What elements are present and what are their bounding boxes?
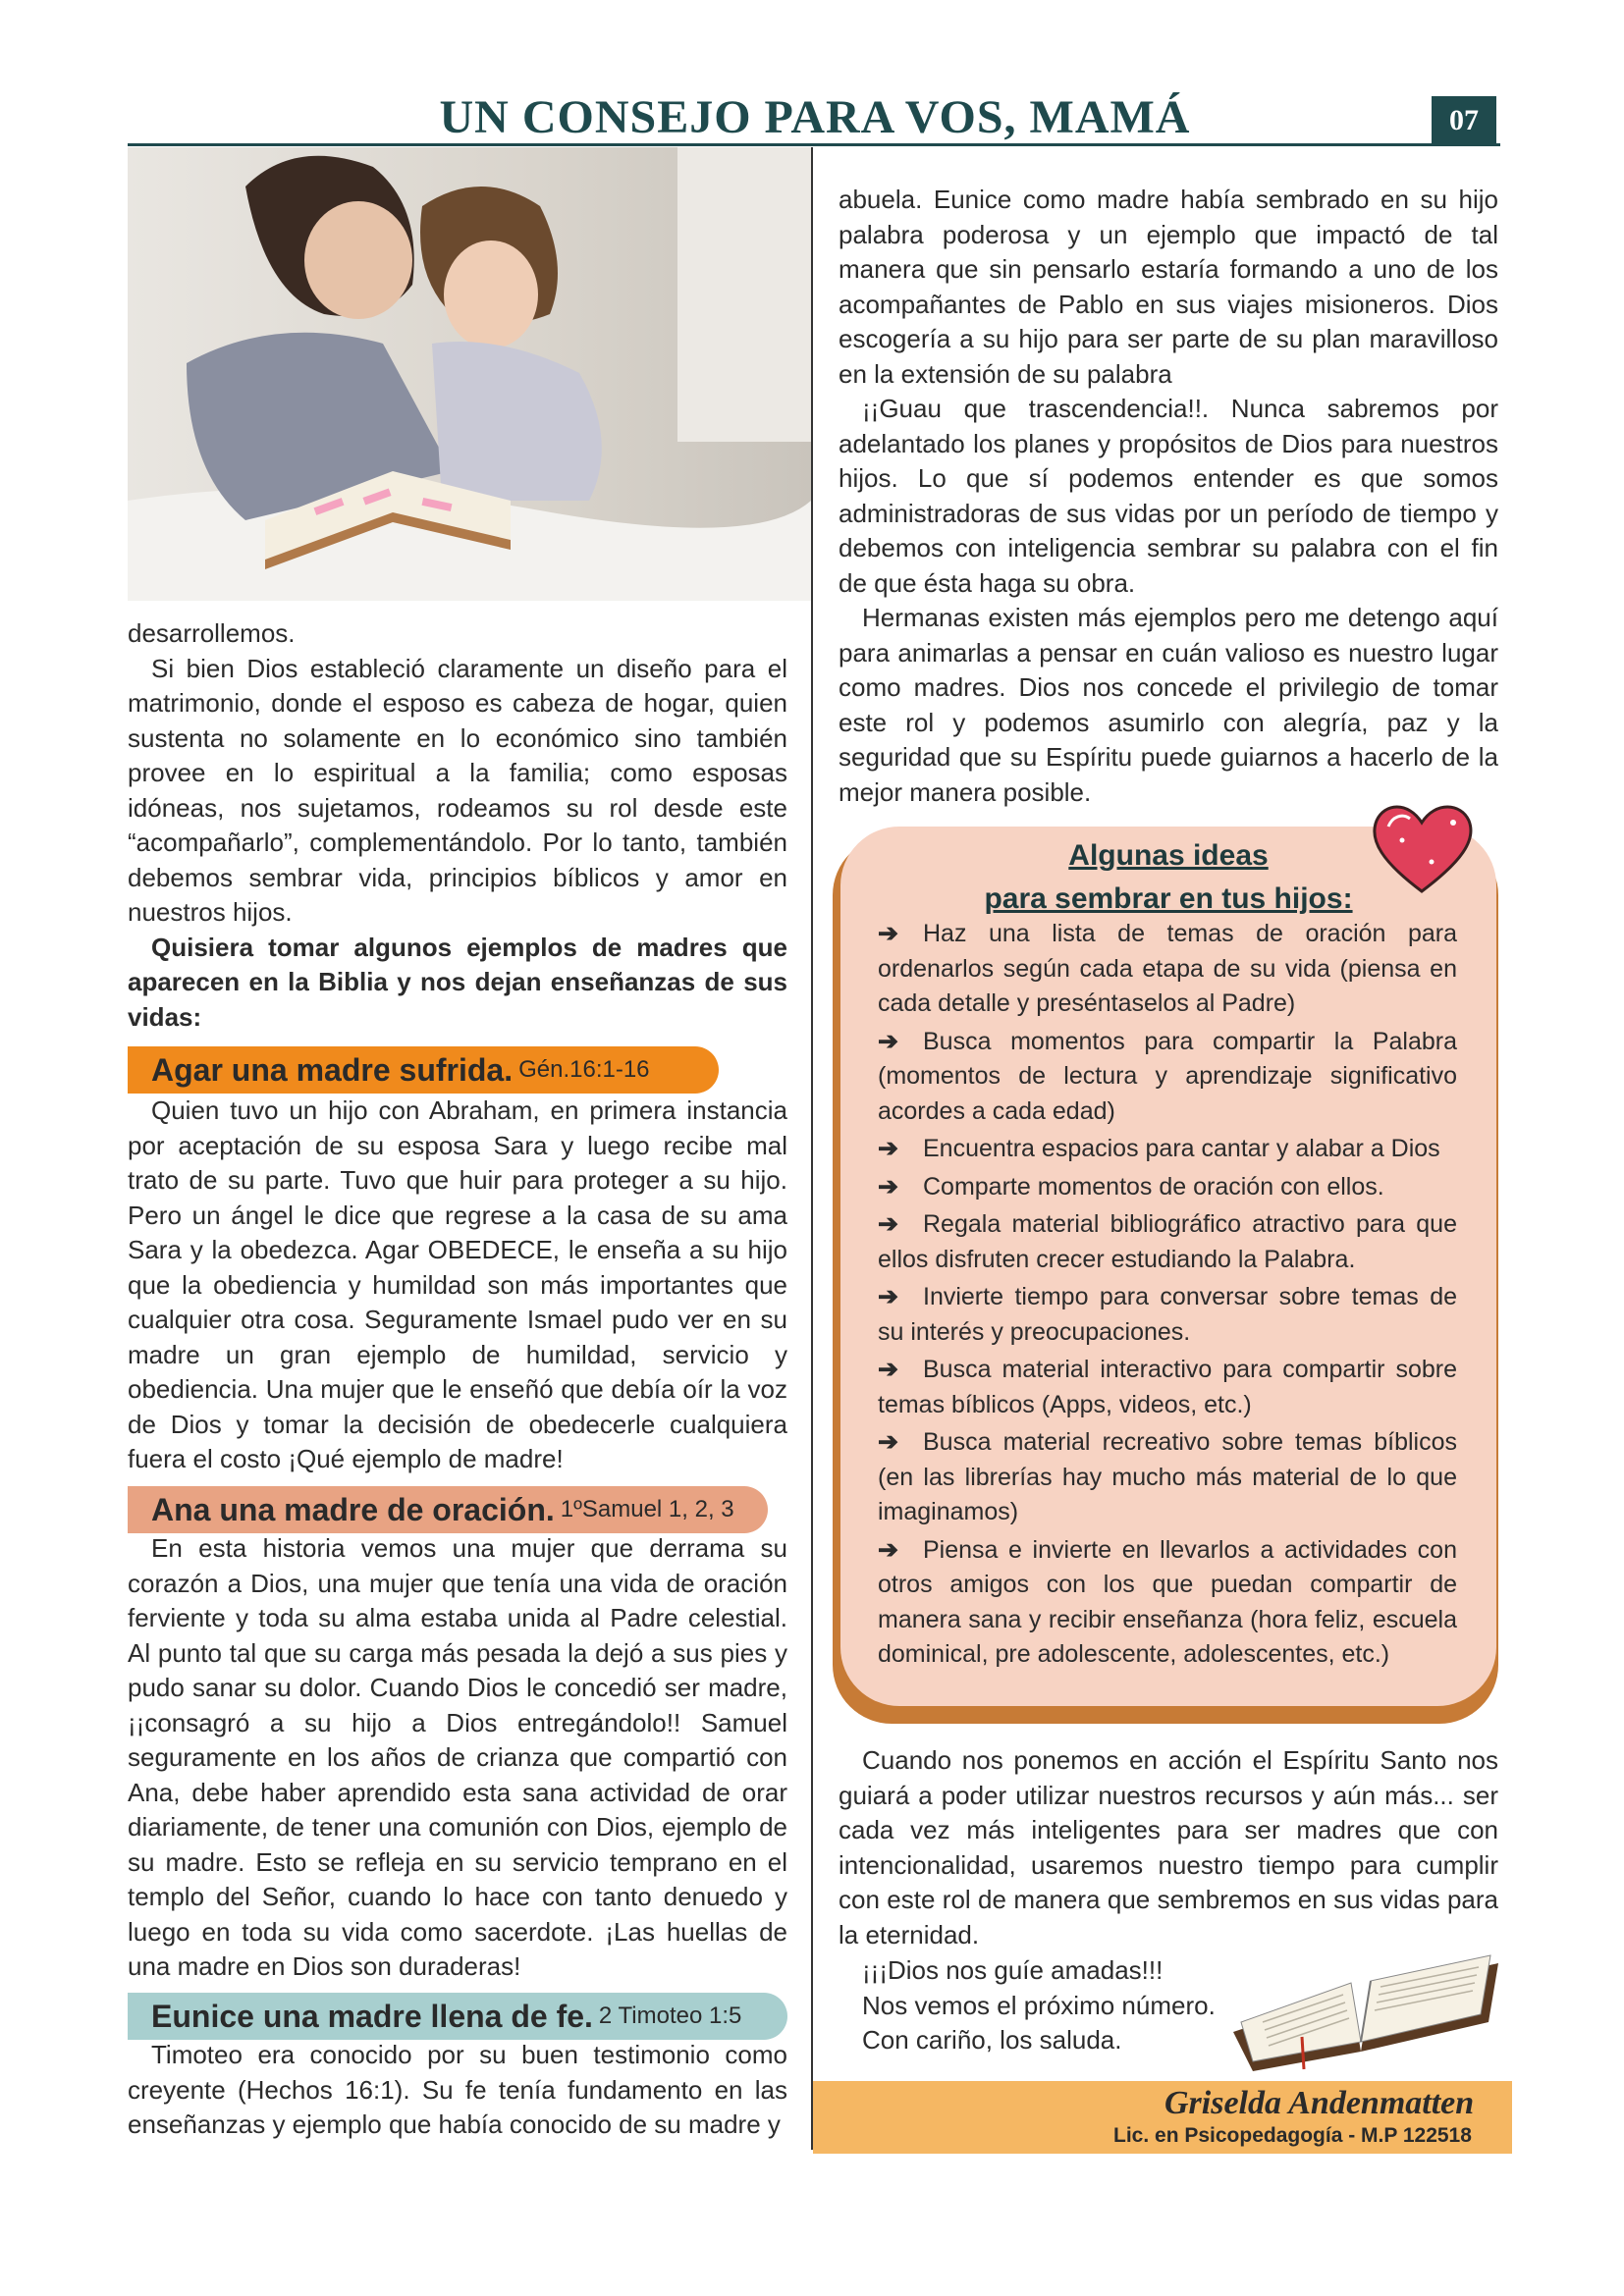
- arrow-icon: ➔: [878, 1428, 898, 1456]
- list-item-text: Busca material interactivo para compartir sobre temas bíblicos (Apps, videos, etc.): [878, 1356, 1457, 1418]
- paragraph: Quien tuvo un hijo con Abraham, en primera instancia por aceptación de su esposa Sara y luego recibe mal trato de su parte. Tuvo que huir para proteger a su hijo. Pero un ángel le dice que regrese a la casa de su ama Sara y la obedezca. Agar OBEDECE, le enseña a su hijo que la obediencia y humildad son más importantes que cualquier otra cosa. Seguramente Ismael pudo ver en su madre un gran ejemplo de humildad, servicio y obediencia. Una mujer que le enseñó que debía oír la voz de Dios y tomar la decisión de obedecerle cualquiera fuera el costo ¡Qué ejemplo de madre!: [128, 1095, 787, 1473]
- list-item-text: Encuentra espacios para cantar y alabar a Dios: [923, 1135, 1440, 1162]
- list-item: [878, 1132, 1457, 1167]
- list-item-text: Busca momentos para compartir la Palabra (momentos de lectura y aprendizaje significativo acordes a cada edad): [878, 1027, 1457, 1125]
- paragraph: Hermanas existen más ejemplos pero me detengo aquí para animarlas a pensar en cuán valioso es nuestro lugar como madres. Dios nos concede el privilegio de tomar este rol y podemos asumirlo con alegría, paz y la seguridad que su Espíritu puede guiarnos a hacerlo de la mejor manera posible.: [839, 603, 1498, 807]
- list-item: [878, 1207, 1457, 1277]
- closing-line: Con cariño, los saluda.: [862, 2025, 1122, 2055]
- paragraph: abuela. Eunice como madre había sembrado en su hijo palabra poderosa y un ejemplo que impactó de tal manera que sin pensarlo estaría formando a uno de los acompañantes de Pablo en sus viajes misioneros. Dios escogería a su hijo para ser parte de su plan maravilloso en la extensión de su palabra: [839, 185, 1498, 389]
- paragraph: En esta historia vemos una mujer que derrama su corazón a Dios, una mujer que tenía una vida de oración ferviente y toda su alma estaba unida al Padre celestial. Al punto tal que su carga más pesada la dejó a sus pies y pudo sanar su dolor. Cuando Dios le concedió ser madre, ¡¡consagró a su hijo a Dios entregándolo!! Samuel seguramente en los años de crianza que compartió con Ana, debe haber aprendido esta sana actividad de orar diariamente, de tener una comunión con Dios, ejemplo de su madre. Esto se refleja en su servicio temprano en el templo del Señor, cuando lo hace con tanto denuedo y luego en toda su vida como sacerdote. ¡Las huellas de una madre en Dios son duraderas!: [128, 1533, 787, 1981]
- author-credentials: Lic. en Psicopedagogía - M.P 122518: [1113, 2124, 1472, 2147]
- list-item-text: Busca material recreativo sobre temas bíblicos (en las librerías hay mucho más material de lo que imaginamos): [878, 1428, 1457, 1525]
- section-title: Agar una madre sufrida.: [151, 1051, 514, 1088]
- author-name: Griselda Andenmatten: [1164, 2085, 1475, 2121]
- bible-reference: 2 Timoteo 1:5: [598, 2002, 742, 2029]
- closing-text: [839, 1743, 1498, 1952]
- ideas-title-line: para sembrar en tus hijos:: [984, 882, 1353, 915]
- arrow-icon: ➔: [878, 1135, 898, 1162]
- list-item-text: Invierte tiempo para conversar sobre temas de su interés y preocupaciones.: [878, 1283, 1457, 1346]
- paragraph: desarrollemos.: [128, 618, 296, 648]
- list-item-text: Piensa e invierte en llevarlos a actividades con otros amigos con los que puedan compartir de manera sana y recibir enseñanza (hora feliz, escuela dominical, pre adolescente, adolescentes, etc.): [878, 1535, 1457, 1668]
- open-bible-illustration: [1214, 1924, 1508, 2071]
- section-body-eunice: [128, 2038, 787, 2143]
- closing-line: ¡¡¡Dios nos guíe amadas!!!: [862, 1955, 1164, 1985]
- list-item: [878, 1353, 1457, 1422]
- section-header-agar: [128, 1046, 719, 1094]
- closing-lines: [862, 1953, 1255, 2058]
- paragraph: Timoteo era conocido por su buen testimonio como creyente (Hechos 16:1). Su fe tenía fundamento en las enseñanzas y ejemplo que había conocido de su madre y: [128, 2040, 787, 2139]
- paragraph: Si bien Dios estableció claramente un diseño para el matrimonio, donde el esposo es cabeza de hogar, quien sustenta no solamente en lo económico sino también provee en lo espiritual a la familia; como esposas idóneas, nos sujetamos, rodeamos su rol desde este “acompañarlo”, complementándolo. Por lo tanto, también debemos sembrar vida, principios bíblicos y amor en nuestros hijos.: [128, 653, 787, 927]
- list-item: [878, 917, 1457, 1022]
- column-divider: [811, 147, 813, 2150]
- list-item-text: Comparte momentos de oración con ellos.: [923, 1172, 1384, 1201]
- arrow-icon: ➔: [878, 1210, 898, 1238]
- list-item: [878, 1170, 1457, 1205]
- arrow-icon: ➔: [878, 1172, 898, 1201]
- ideas-list: [878, 917, 1457, 1676]
- list-item: [878, 1025, 1457, 1130]
- right-column-text: [839, 183, 1498, 810]
- section-title: Ana una madre de oración.: [151, 1491, 555, 1527]
- paragraph-emphasis: Quisiera tomar algunos ejemplos de madres que aparecen en la Biblia y nos dejan enseñanzas de sus vidas:: [128, 932, 787, 1032]
- arrow-icon: ➔: [878, 1356, 898, 1383]
- heart-icon: [1363, 793, 1481, 901]
- paragraph: ¡¡Guau que trascendencia!!. Nunca sabremos por adelantado los planes y propósitos de Dios para nuestros hijos. Lo que sí podemos entender es que somos administradoras de sus vidas por un período de tiempo y debemos con inteligencia sembrar su palabra con el fin de que ésta haga su obra.: [839, 394, 1498, 598]
- list-item: [878, 1425, 1457, 1530]
- closing-line: Nos vemos el próximo número.: [862, 1990, 1216, 2020]
- list-item: [878, 1280, 1457, 1350]
- list-item-text: Haz una lista de temas de oración para ordenarlos según cada etapa de su vida (piensa en cada detalle y preséntaselos al Padre): [878, 920, 1457, 1017]
- section-body-ana: [128, 1531, 787, 1985]
- page-number-badge: 07: [1432, 96, 1496, 145]
- mother-child-reading-photo: [128, 147, 811, 601]
- list-item-text: Regala material bibliográfico atractivo para que ellos disfruten crecer estudiando la Palabra.: [878, 1210, 1457, 1273]
- list-item: [878, 1533, 1457, 1673]
- left-column-intro: [128, 616, 787, 1035]
- page-title: UN CONSEJO PARA VOS, MAMÁ: [439, 91, 1191, 143]
- arrow-icon: ➔: [878, 920, 898, 947]
- arrow-icon: ➔: [878, 1027, 898, 1055]
- section-header-ana: [128, 1486, 768, 1533]
- section-title: Eunice una madre llena de fe.: [151, 1998, 593, 2034]
- arrow-icon: ➔: [878, 1535, 898, 1564]
- header-rule: [128, 143, 1500, 146]
- section-header-eunice: [128, 1993, 787, 2040]
- section-body-agar: [128, 1094, 787, 1477]
- bible-reference: Gén.16:1-16: [518, 1056, 650, 1083]
- paragraph: Cuando nos ponemos en acción el Espíritu Santo nos guiará a poder utilizar nuestros recursos y aún más... ser cada vez más inteligentes para ser madres que con intencionalidad, usaremos nuestro tiempo para cumplir con este rol de manera que sembremos en sus vidas para la eternidad.: [839, 1745, 1498, 1949]
- ideas-title-line: Algunas ideas: [1068, 839, 1269, 872]
- bible-reference: 1ºSamuel 1, 2, 3: [560, 1496, 734, 1522]
- arrow-icon: ➔: [878, 1283, 898, 1310]
